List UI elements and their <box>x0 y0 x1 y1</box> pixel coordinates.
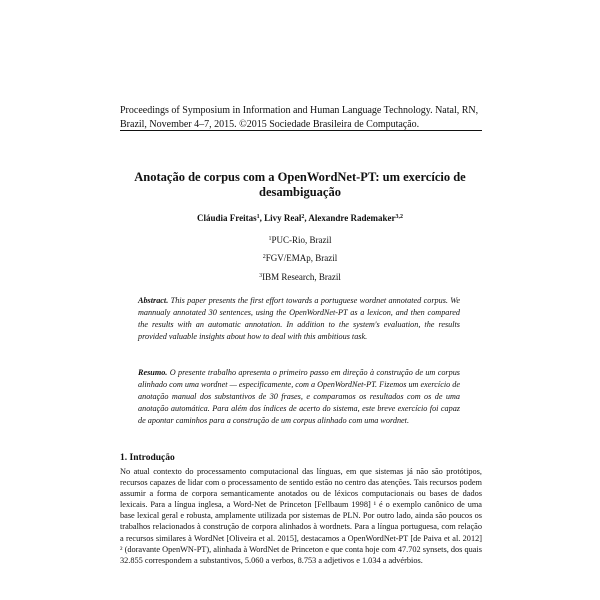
author-sup: 1 <box>256 214 260 220</box>
proceedings-header: Proceedings of Symposium in Information and Human Language Technology. Natal, RN, Brazil, November 4–7, 2015. ©2015 Sociedade Brasileira de Computação. <box>120 105 479 130</box>
header-rule <box>120 130 482 131</box>
affiliation-text: PUC-Rio, Brazil <box>271 235 332 245</box>
introduction-body: No atual contexto do processamento computacional das línguas, em que sistemas já não são protótipos, recursos capazes de lidar com o processamento de sentido estão no centro das atenções. Tais recursos podem assumir a forma de corpora semanticamente anotados ou de léxicos computacionais ou bases de dados lexicais. Para a língua inglesa, a Word-Net de Princeton [Fellbaum 1998] ¹ é o exemplo canônico de uma base lexical geral e robusta, amplamente utilizada por sistemas de PLN. Por outro lado, ainda são poucos os trabalhos relacionados à construção de corpora alinhados à wordnets. Para a língua portuguesa, com relação a recursos similares à WordNet [Oliveira et al. 2015], destacamos a OpenWordNet-PT [de Paiva et al. 2012] ² (doravante OpenWN-PT), alinhada à WordNet de Princeton e que conta hoje com 47.702 synsets, dos quais 32.855 correspondem a substantivos, 5.060 a verbos, 8.753 a adjetivos e 1.034 a advérbios. <box>120 467 482 565</box>
author-sup: 3,2 <box>395 214 403 220</box>
author-name: Livy Real <box>264 213 302 223</box>
paper-title: Anotação de corpus com a OpenWordNet-PT: um exercício de desambiguação <box>134 170 466 199</box>
affiliation-sup: 2 <box>262 254 266 260</box>
section-title: Introdução <box>129 453 175 463</box>
affiliation-text: FGV/EMAp, Brazil <box>265 253 338 263</box>
affiliation <box>110 252 490 264</box>
affiliation-sup: 1 <box>268 236 272 242</box>
author-list <box>110 212 490 224</box>
affiliation-text: IBM Research, Brazil <box>262 272 341 282</box>
author-separator: , <box>259 213 265 223</box>
author-sup: 2 <box>301 214 305 220</box>
abstract-text: This paper presents the first effort towards a portuguese wordnet annotated corpus. We mannualy annotated 30 sentences, using the OpenWordNet-PT as a lexicon, and then compared the results with an automatic annotation. In addition to the system's evaluation, the results provided valuable insights about how to deal with this ambitious task. <box>138 296 461 341</box>
affiliation <box>110 271 490 283</box>
resumo <box>138 367 460 427</box>
abstract-label: Abstract. <box>138 296 169 305</box>
affiliation-sup: 3 <box>259 273 263 279</box>
abstract <box>138 295 460 343</box>
resumo-label: Resumo. <box>138 368 168 377</box>
section-number: 1. <box>120 453 128 463</box>
author-name: Cláudia Freitas <box>197 213 257 223</box>
section-heading <box>120 452 175 464</box>
author-name: Alexandre Rademaker <box>308 213 396 223</box>
author-separator: , <box>304 213 309 223</box>
resumo-text: O presente trabalho apresenta o primeiro passo em direção à construção de um corpus alinhado com uma wordnet — especificamente, com a OpenWordNet-PT. Fizemos um exercício de anotação manual dos substantivos de 30 frases, e comparamos os resultados com os de uma anotação automática. Para além dos índices de acerto do sistema, este breve exercício foi capaz de apontar caminhos para a construção de um corpus alinhado com uma wordnet. <box>138 368 460 425</box>
affiliation <box>110 234 490 246</box>
